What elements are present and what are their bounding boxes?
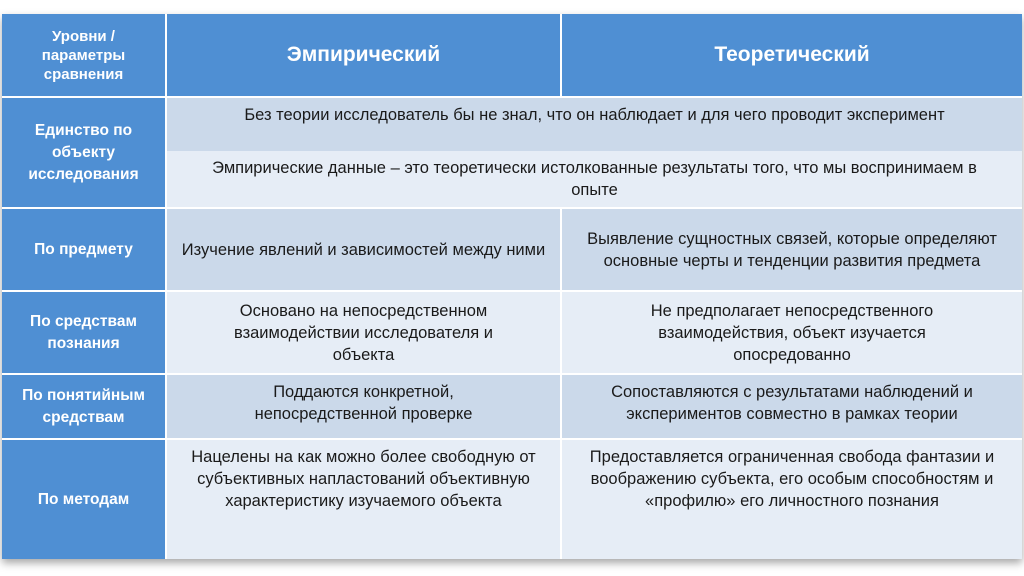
- empirical-cell-conceptual: Поддаются конкретной, непосредственной проверке: [167, 375, 560, 438]
- header-empirical-cell: Эмпирический: [167, 14, 560, 96]
- theoretical-cell-means: Не предполагает непосредственного взаимодействия, объект изучается опосредованно: [562, 292, 1022, 373]
- theoretical-cell-methods: Предоставляется ограниченная свобода фантазии и воображению субъекта, его особым способностям и «профилю» его личностного познания: [562, 440, 1022, 559]
- row-label-object-unity: Единство по объекту исследования: [2, 98, 165, 207]
- row-label-subject: По предмету: [2, 209, 165, 290]
- theoretical-cell-subject: Выявление сущностных связей, которые определяют основные черты и тенденции развития предмета: [562, 209, 1022, 290]
- row-label-means: По средствам познания: [2, 292, 165, 373]
- empirical-cell-means: Основано на непосредственном взаимодействии исследователя и объекта: [167, 292, 560, 373]
- merged-cell-empirical-data: Эмпирические данные – это теоретически истолкованные результаты того, что мы воспринимаем в опыте: [167, 151, 1022, 207]
- header-levels-cell: Уровни / параметры сравнения: [2, 14, 165, 96]
- empirical-cell-methods: Нацелены на как можно более свободную от субъективных напластований объективную характеристику изучаемого объекта: [167, 440, 560, 559]
- merged-cell-theory-role: Без теории исследователь бы не знал, что он наблюдает и для чего проводит эксперимент: [167, 98, 1022, 151]
- empirical-cell-subject: Изучение явлений и зависимостей между ними: [167, 209, 560, 290]
- row-label-methods: По методам: [2, 440, 165, 559]
- header-theoretical-cell: Теоретический: [562, 14, 1022, 96]
- theoretical-cell-conceptual: Сопоставляются с результатами наблюдений и экспериментов совместно в рамках теории: [562, 375, 1022, 438]
- row-label-conceptual: По понятийным средствам: [2, 375, 165, 438]
